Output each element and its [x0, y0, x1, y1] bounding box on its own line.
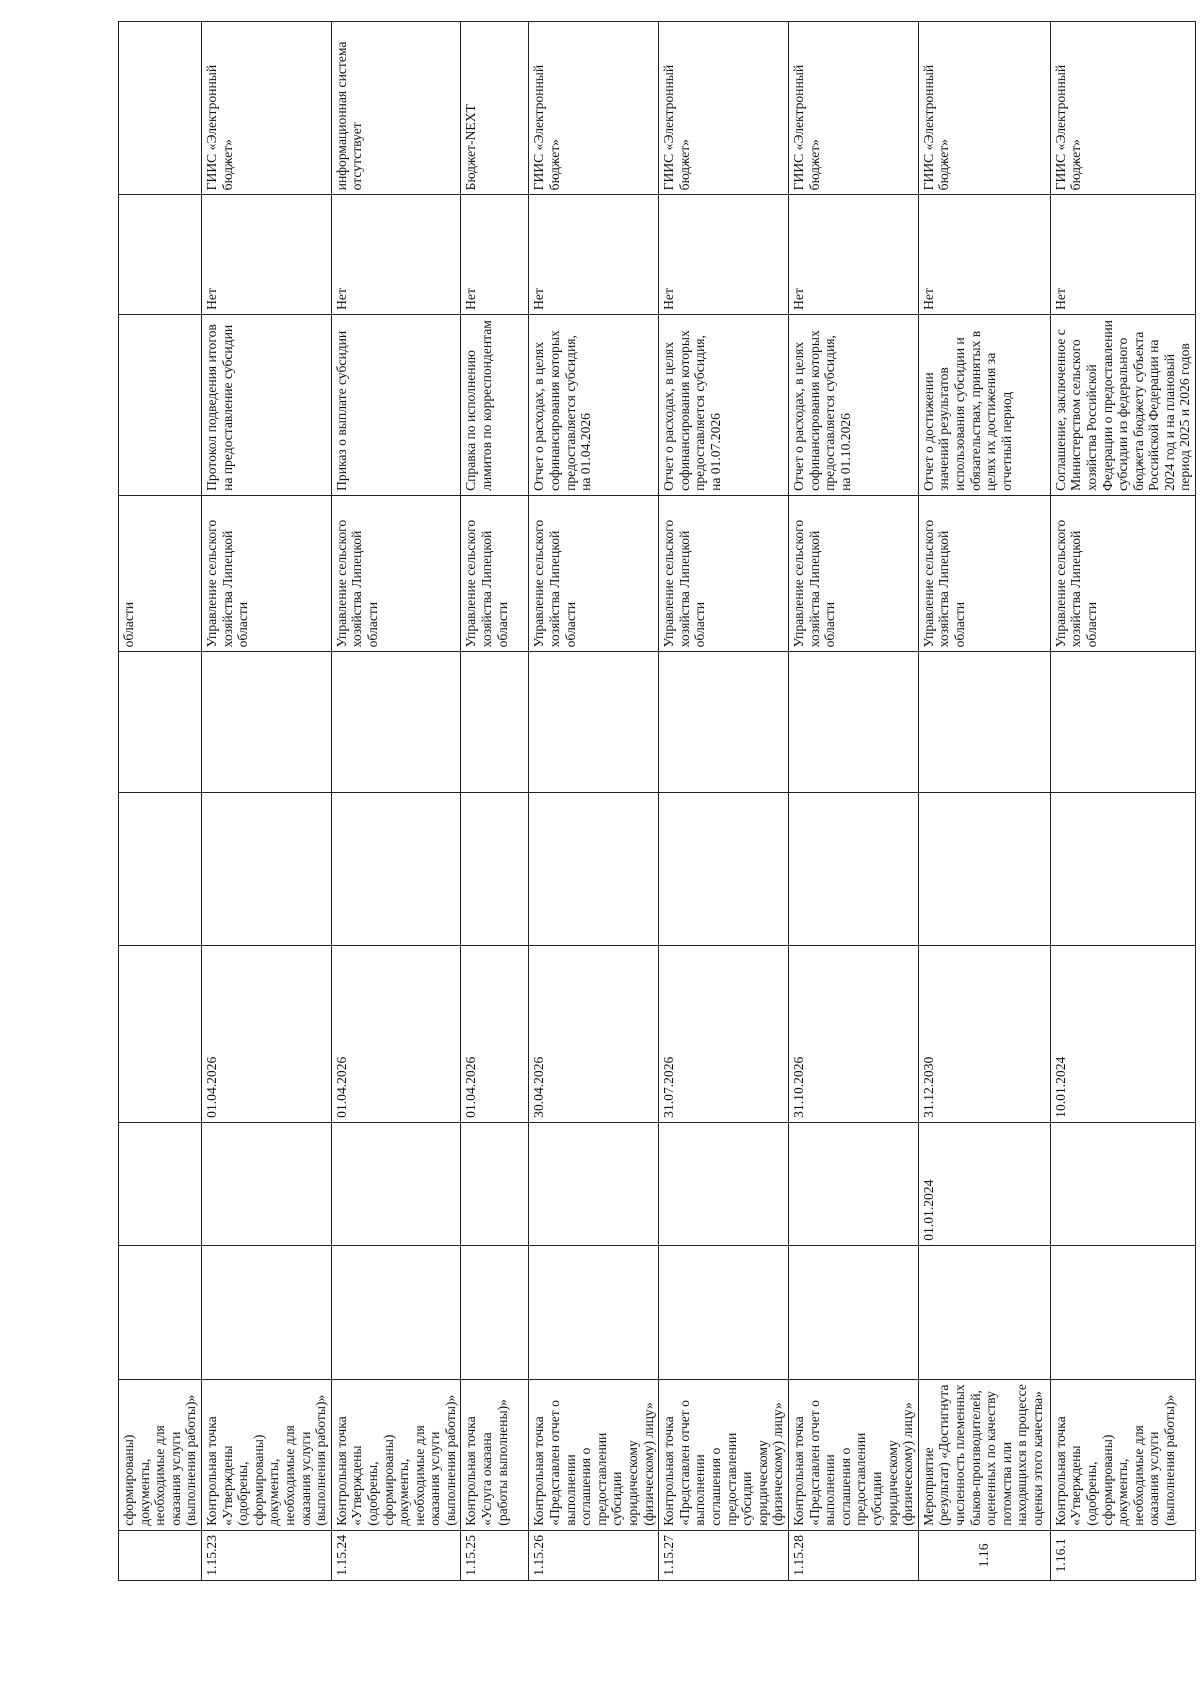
information-system: [119, 22, 202, 195]
row-name: Контрольная точка «Представлен отчет о выполнении соглашения о предоставлении субсидии юридическому (физическому) лицу»: [788, 1379, 918, 1530]
row-number: [119, 1530, 202, 1580]
information-system: ГИИС «Электронный бюджет»: [918, 22, 1050, 195]
row-name: сформированы) документы, необходимые для оказания услуги (выполнения работы)»: [119, 1379, 202, 1530]
empty-cell: [119, 652, 202, 793]
table-row: [529, 22, 659, 1581]
row-name: Контрольная точка «Утверждены (одобрены, сформированы) документы, необходимые для оказания услуги (выполнения работы)»: [201, 1379, 331, 1530]
subject-of-information: Нет: [788, 195, 918, 315]
subject-of-information: Нет: [1050, 195, 1195, 315]
responsible-executor: Управление сельского хозяйства Липецкой области: [529, 495, 659, 651]
empty-cell: [659, 652, 789, 793]
start-date: [788, 1122, 918, 1245]
row-number: 1.16: [918, 1530, 1050, 1580]
empty-cell: [1050, 1245, 1195, 1379]
empty-cell: [1050, 793, 1195, 946]
confirming-document: Справка по исполнению лимитов по корреспондентам: [461, 314, 529, 495]
table-row: [119, 22, 202, 1581]
table-body: [119, 22, 1196, 1581]
end-date: 01.04.2026: [331, 946, 461, 1123]
empty-cell: [659, 793, 789, 946]
responsible-executor: Управление сельского хозяйства Липецкой области: [461, 495, 529, 651]
responsible-executor: Управление сельского хозяйства Липецкой области: [201, 495, 331, 651]
empty-cell: [918, 793, 1050, 946]
table-row: [918, 22, 1050, 1581]
row-name: Контрольная точка «Утверждены (одобрены, сформированы) документы, необходимые для оказания услуги (выполнения работы)»: [331, 1379, 461, 1530]
information-system: ГИИС «Электронный бюджет»: [788, 22, 918, 195]
empty-cell: [331, 652, 461, 793]
subject-of-information: [119, 195, 202, 315]
start-date: [331, 1122, 461, 1245]
responsible-executor: Управление сельского хозяйства Липецкой области: [788, 495, 918, 651]
responsible-executor: Управление сельского хозяйства Липецкой области: [331, 495, 461, 651]
empty-cell: [201, 652, 331, 793]
subject-of-information: Нет: [331, 195, 461, 315]
empty-cell: [788, 793, 918, 946]
row-number: 1.15.25: [461, 1530, 529, 1580]
table-row: [1050, 22, 1195, 1581]
table-row: [788, 22, 918, 1581]
row-number: 1.15.23: [201, 1530, 331, 1580]
table-row: [201, 22, 331, 1581]
table-row: [659, 22, 789, 1581]
responsible-executor: области: [119, 495, 202, 651]
start-date: [201, 1122, 331, 1245]
start-date: [529, 1122, 659, 1245]
responsible-executor: Управление сельского хозяйства Липецкой области: [659, 495, 789, 651]
end-date: [119, 946, 202, 1123]
empty-cell: [461, 652, 529, 793]
end-date: 31.10.2026: [788, 946, 918, 1123]
empty-cell: [659, 1245, 789, 1379]
empty-cell: [201, 793, 331, 946]
empty-cell: [331, 1245, 461, 1379]
subject-of-information: Нет: [918, 195, 1050, 315]
plan-table: [118, 21, 1196, 1581]
information-system: информационная система отсутствует: [331, 22, 461, 195]
confirming-document: Отчет о расходах, в целях софинансирования которых предоставляется субсидия, на 01.10.2026: [788, 314, 918, 495]
empty-cell: [331, 793, 461, 946]
confirming-document: Соглашение, заключенное с Министерством сельского хозяйства Российской Федерации о предоставлении субсидии из федерального бюджета бюджету субъекта Российской Федерации на 2024 год и на плановый период 2025 и 2026 годов: [1050, 314, 1195, 495]
end-date: 31.07.2026: [659, 946, 789, 1123]
confirming-document: Протокол подведения итогов на предоставление субсидии: [201, 314, 331, 495]
empty-cell: [918, 652, 1050, 793]
empty-cell: [461, 1245, 529, 1379]
empty-cell: [201, 1245, 331, 1379]
empty-cell: [788, 1245, 918, 1379]
row-number: 1.15.26: [529, 1530, 659, 1580]
subject-of-information: Нет: [461, 195, 529, 315]
information-system: ГИИС «Электронный бюджет»: [201, 22, 331, 195]
information-system: ГИИС «Электронный бюджет»: [529, 22, 659, 195]
start-date: [461, 1122, 529, 1245]
row-number: 1.15.27: [659, 1530, 789, 1580]
row-name: Контрольная точка «Утверждены (одобрены, сформированы) документы, необходимые для оказания услуги (выполнения работы)»: [1050, 1379, 1195, 1530]
subject-of-information: Нет: [529, 195, 659, 315]
row-name: Мероприятие (результат) «Достигнута численность племенных быков-производителей, оцененных по качеству потомства или находящихся в процессе оценки этого качества»: [918, 1379, 1050, 1530]
row-name: Контрольная точка «Услуга оказана (работы выполнены)»: [461, 1379, 529, 1530]
row-name: Контрольная точка «Представлен отчет о выполнении соглашения о предоставлении субсидии юридическому (физическому) лицу»: [529, 1379, 659, 1530]
empty-cell: [529, 652, 659, 793]
responsible-executor: Управление сельского хозяйства Липецкой области: [1050, 495, 1195, 651]
empty-cell: [461, 793, 529, 946]
start-date: [119, 1122, 202, 1245]
end-date: 01.04.2026: [461, 946, 529, 1123]
row-number: 1.15.28: [788, 1530, 918, 1580]
end-date: 10.01.2024: [1050, 946, 1195, 1123]
empty-cell: [529, 793, 659, 946]
empty-cell: [918, 1245, 1050, 1379]
end-date: 01.04.2026: [201, 946, 331, 1123]
end-date: 31.12.2030: [918, 946, 1050, 1123]
responsible-executor: Управление сельского хозяйства Липецкой области: [918, 495, 1050, 651]
confirming-document: Отчет о расходах, в целях софинансирования которых предоставляется субсидия, на 01.07.2026: [659, 314, 789, 495]
empty-cell: [119, 1245, 202, 1379]
empty-cell: [788, 652, 918, 793]
empty-cell: [119, 793, 202, 946]
table-row: [461, 22, 529, 1581]
row-name: Контрольная точка «Представлен отчет о выполнении соглашения о предоставлении субсидии юридическому (физическому) лицу»: [659, 1379, 789, 1530]
subject-of-information: Нет: [659, 195, 789, 315]
empty-cell: [529, 1245, 659, 1379]
confirming-document: [119, 314, 202, 495]
start-date: [659, 1122, 789, 1245]
empty-cell: [1050, 652, 1195, 793]
table-row: [331, 22, 461, 1581]
information-system: Бюджет-NEXT: [461, 22, 529, 195]
start-date: [1050, 1122, 1195, 1245]
confirming-document: Отчет о расходах, в целях софинансирования которых предоставляется субсидия, на 01.04.2026: [529, 314, 659, 495]
start-date: 01.01.2024: [918, 1122, 1050, 1245]
confirming-document: Приказ о выплате субсидии: [331, 314, 461, 495]
row-number: 1.16.1: [1050, 1530, 1195, 1580]
information-system: ГИИС «Электронный бюджет»: [1050, 22, 1195, 195]
row-number: 1.15.24: [331, 1530, 461, 1580]
end-date: 30.04.2026: [529, 946, 659, 1123]
confirming-document: Отчет о достижении значений результатов использования субсидии и обязательствах, принятых в целях их достижения за отчетный период: [918, 314, 1050, 495]
subject-of-information: Нет: [201, 195, 331, 315]
information-system: ГИИС «Электронный бюджет»: [659, 22, 789, 195]
